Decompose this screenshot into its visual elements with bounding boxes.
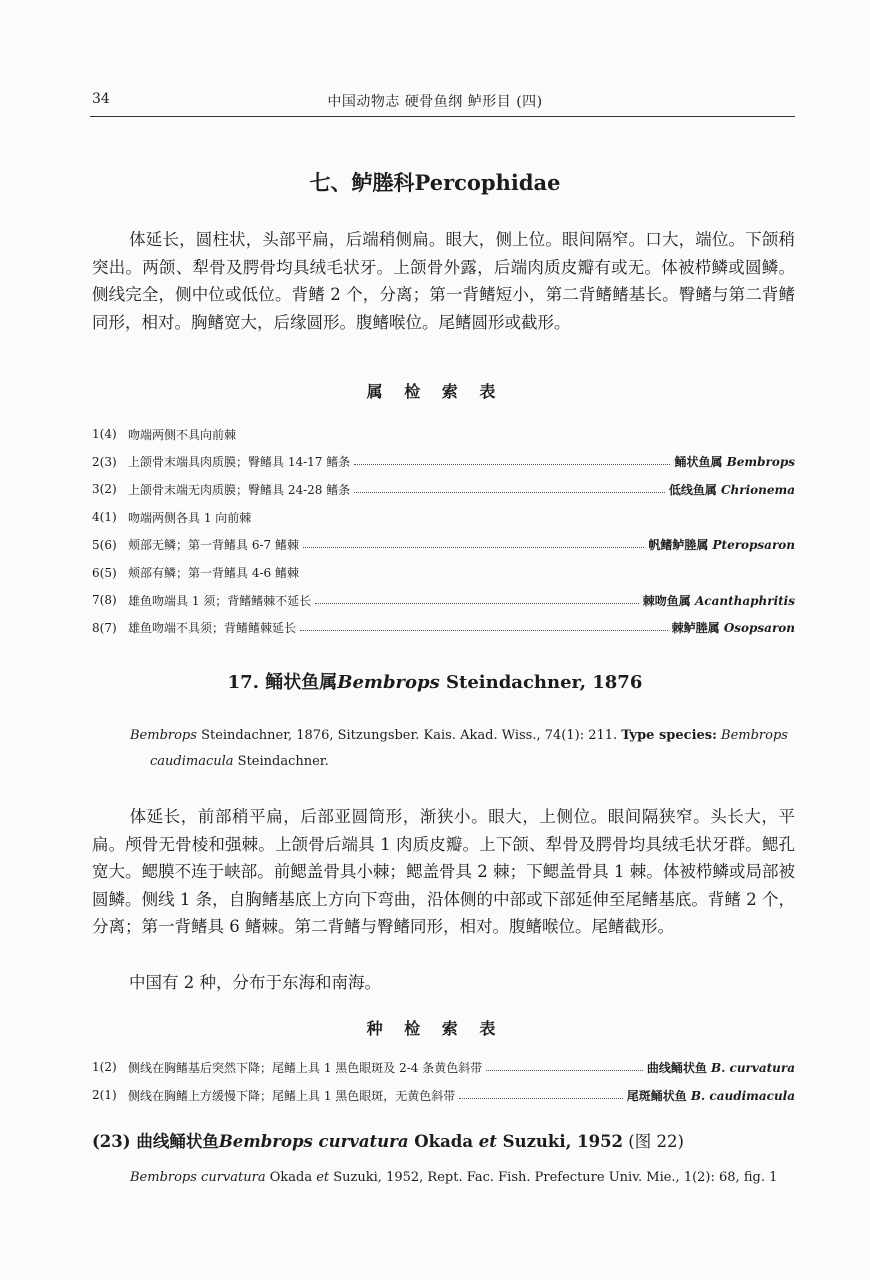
genus-ref-text: Steindachner, 1876, Sitzungsber. Kais. Akad. Wiss., 74(1): 211.: [196, 728, 622, 743]
key-number: 5(6): [92, 537, 117, 552]
leader-dots: [315, 603, 639, 604]
family-title: 七、鲈塍科Percophidae: [309, 170, 561, 195]
family-description: [92, 226, 795, 336]
genus-key-row: [92, 507, 795, 527]
species-ref-et: et: [316, 1170, 330, 1185]
genus-ref-type-author: Steindachner.: [233, 754, 329, 769]
genus-description: [92, 803, 795, 941]
species-ref-text: Suzuki, 1952, Rept. Fac. Fish. Prefecture Univ. Mie., 1(2): 68, fig. 1: [329, 1170, 778, 1185]
genus-ref-type-latin-1: Bembrops: [716, 728, 788, 743]
key-result-latin: Bembrops: [726, 455, 795, 470]
species-reference: [130, 1165, 795, 1191]
leader-dots: [354, 492, 665, 493]
key-result-latin: Chrionema: [721, 482, 795, 497]
species-ref-latin: Bembrops curvatura: [130, 1170, 266, 1185]
key-result-chinese: 棘鲈塍属: [671, 621, 724, 636]
genus-distribution: [92, 969, 795, 997]
key-number: 2(3): [92, 454, 117, 469]
species-title-author2: Suzuki, 1952: [496, 1132, 624, 1151]
key-result-chinese: 曲线鲬状鱼: [646, 1060, 712, 1075]
key-result-latin: Osopsaron: [723, 621, 795, 636]
header-divider: [90, 116, 795, 117]
family-description-text: 体延长，圆柱状，头部平扁，后端稍侧扁。眼大，侧上位。眼间隔窄。口大，端位。下颌稍突出。两颌、犁骨及腭骨均具绒毛状牙。上颌骨外露，后端肉质皮瓣有或无。体被栉鳞或圆鳞。侧线完全，侧中位或低位。背鳍 2 个，分离；第一背鳍短小，第二背鳍鳍基长。臀鳍与第二背鳍同形，相对。胸鳍宽大，后缘圆形。腹鳍喉位。尾鳍圆形或截形。: [92, 230, 795, 332]
species-figure-ref: (图 22): [623, 1132, 684, 1151]
leader-dots: [354, 464, 670, 465]
key-number: 8(7): [92, 620, 117, 635]
leader-dots: [300, 630, 668, 631]
key-result-chinese: 鲬状鱼属: [674, 455, 727, 470]
genus-ref-latin: Bembrops: [130, 728, 197, 743]
key-result-chinese: 尾斑鲬状鱼: [626, 1088, 691, 1103]
running-title: 中国动物志 硬骨鱼纲 鲈形目 (四): [327, 94, 543, 110]
genus-key-row: [92, 479, 795, 499]
species-ref-author: Okada: [265, 1170, 317, 1185]
genus-key-row: [92, 563, 795, 583]
page-number: 34: [92, 91, 110, 107]
genus-key-row: [92, 618, 795, 638]
species-key-title: 种 检 索 表: [366, 1019, 504, 1038]
key-text: 侧线在胸鳍上方缓慢下降；尾鳍上具 1 黑色眼斑，无黄色斜带: [128, 1088, 456, 1103]
key-text: 侧线在胸鳍基后突然下降；尾鳍上具 1 黑色眼斑及 2-4 条黄色斜带: [128, 1060, 483, 1075]
key-result: [672, 619, 795, 636]
species-title-latin: Bembrops curvatura: [218, 1132, 409, 1151]
key-number: 3(2): [92, 482, 117, 497]
key-text: 上颌骨末端具肉质膜；臀鳍具 14-17 鳍条: [128, 455, 351, 470]
key-result-latin: B. caudimacula: [690, 1088, 795, 1103]
key-result-latin: Pteropsaron: [712, 538, 795, 553]
key-number: 6(5): [92, 565, 117, 580]
key-number: 7(8): [92, 593, 117, 608]
genus-key-title: 属 检 索 表: [366, 382, 504, 401]
genus-ref-type-label: Type species:: [621, 728, 717, 743]
genus-description-text: 体延长，前部稍平扁，后部亚圆筒形，渐狭小。眼大，上侧位。眼间隔狭窄。头长大，平扁。颅骨无骨棱和强棘。上颌骨后端具 1 肉质皮瓣。上下颌、犁骨及腭骨均具绒毛状牙群。鳃孔宽大。鳃膜不连于峡部。前鳃盖骨具小棘；鳃盖骨具 2 棘；下鳃盖骨具 1 棘。体被栉鳞或局部被圆鳞。侧线 1 条，自胸鳍基底上方向下弯曲，沿体侧的中部或下部延伸至尾鳍基底。背鳍 2 个，分离；第一背鳍具 6 鳍棘。第二背鳍与臀鳍同形，相对。腹鳍喉位。尾鳍截形。: [92, 807, 795, 936]
key-result: [627, 1087, 795, 1104]
key-result-chinese: 低线鱼属: [668, 482, 721, 497]
species-key-row: [92, 1057, 795, 1077]
key-result: [674, 453, 795, 470]
key-result-latin: Acanthaphritis: [694, 593, 795, 608]
genus-reference: [130, 723, 795, 775]
genus-key-row: [92, 590, 795, 610]
key-text: 颊部有鳞；第一背鳍具 4-6 鳍棘: [128, 566, 299, 580]
key-text: 雄鱼吻端具 1 须；背鳍鳍棘不延长: [128, 593, 312, 608]
species-title-et: et: [478, 1132, 497, 1151]
species-title: [92, 1128, 684, 1152]
key-text: 吻端两侧不具向前棘: [128, 427, 237, 442]
genus-title-prefix: 17. 鲬状鱼属: [227, 672, 338, 693]
key-text: 上颌骨末端无肉质膜；臀鳍具 24-28 鳍条: [128, 482, 351, 497]
key-number: 4(1): [92, 510, 117, 525]
leader-dots: [303, 547, 644, 548]
key-result: [643, 592, 795, 609]
key-number: 2(1): [92, 1088, 117, 1102]
key-number: 1(4): [92, 427, 117, 441]
key-text: 颊部无鳞；第一背鳍具 6-7 鳍棘: [128, 538, 299, 553]
key-text: 吻端两侧各具 1 向前棘: [128, 510, 252, 525]
key-number: 1(2): [92, 1060, 117, 1074]
genus-distribution-text: 中国有 2 种，分布于东海和南海。: [129, 973, 381, 992]
key-text: 雄鱼吻端不具须；背鳍鳍棘延长: [128, 621, 297, 636]
genus-key-row: [92, 424, 795, 444]
species-key-row: [92, 1085, 795, 1105]
genus-title-latin: Bembrops: [337, 672, 440, 693]
genus-key-row: [92, 452, 795, 472]
key-result: [648, 536, 795, 553]
key-result: [669, 481, 795, 498]
genus-key-row: [92, 535, 795, 555]
key-result: [647, 1059, 795, 1076]
genus-ref-type-latin-2: caudimacula: [150, 754, 234, 769]
genus-title: [0, 668, 870, 694]
genus-title-suffix: Steindachner, 1876: [439, 672, 643, 693]
leader-dots: [459, 1098, 622, 1099]
species-title-prefix: (23) 曲线鲬状鱼: [92, 1132, 219, 1151]
leader-dots: [486, 1070, 643, 1071]
key-result-chinese: 帆鳍鲈塍属: [648, 538, 713, 553]
key-result-latin: B. curvatura: [711, 1060, 795, 1075]
key-result-chinese: 棘吻鱼属: [642, 593, 695, 608]
species-title-author: Okada: [408, 1132, 479, 1151]
